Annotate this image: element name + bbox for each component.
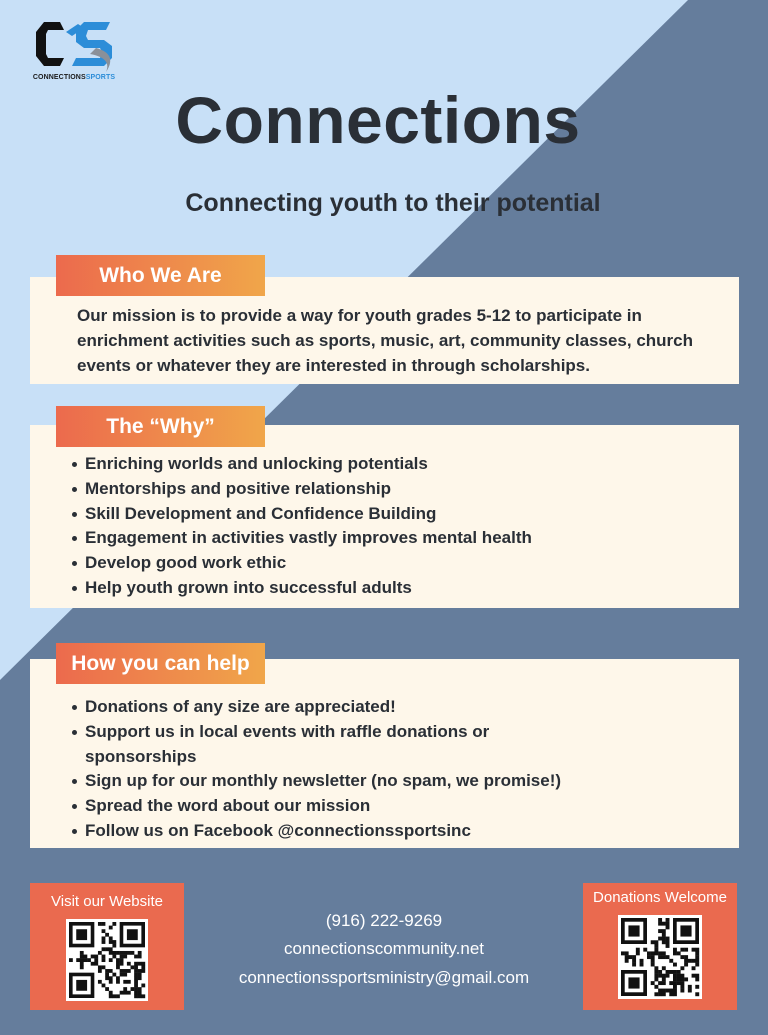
donations-qr-label: Donations Welcome [593, 889, 727, 906]
list-item: Skill Development and Confidence Building [85, 502, 705, 527]
list-item: Enriching worlds and unlocking potentials [85, 452, 705, 477]
donations-qr-code[interactable] [618, 915, 702, 999]
donations-qr-box[interactable] [583, 883, 737, 1010]
list-item: Support us in local events with raffle donations or sponsorships [85, 720, 525, 770]
website-qr-box[interactable] [30, 883, 184, 1010]
logo-wordmark [26, 74, 122, 81]
why-card [30, 425, 739, 608]
who-we-are-heading: Who We Are [56, 255, 265, 296]
list-item: Develop good work ethic [85, 551, 705, 576]
phone-number[interactable]: (916) 222-9269 [325, 911, 443, 930]
website-link[interactable]: connectionscommunity.net [283, 939, 484, 958]
why-heading: The “Why” [56, 406, 265, 447]
list-item: Follow us on Facebook @connectionssportsinc [85, 819, 525, 844]
page-title: Connections [175, 83, 581, 157]
email-link[interactable]: connectionssportsministry@gmail.com [238, 968, 530, 987]
list-item: Mentorships and positive relationship [85, 477, 705, 502]
help-card [30, 659, 739, 848]
mission-statement: Our mission is to provide a way for youth grades 5-12 to participate in enrichment activities such as sports, music, art, community classes, church events or whatever they are interested in through scholarships. [77, 306, 694, 375]
list-item: Engagement in activities vastly improves mental health [85, 526, 705, 551]
help-list [85, 695, 562, 844]
list-item: Help youth grown into successful adults [85, 576, 705, 601]
logo-wordmark-part1: CONNECTIONS [32, 74, 86, 81]
list-item: Sign up for our monthly newsletter (no spam, we promise!) [85, 769, 525, 794]
website-qr-label: Visit our Website [51, 893, 163, 910]
logo-wordmark-part2: SPORTS [85, 74, 116, 81]
connections-sports-logo [26, 18, 122, 86]
list-item: Spread the word about our mission [85, 794, 525, 819]
page-subtitle: Connecting youth to their potential [185, 189, 601, 217]
why-list [85, 452, 705, 601]
help-heading: How you can help [56, 643, 265, 684]
cs-logo-icon [26, 18, 122, 74]
website-qr-code[interactable] [66, 919, 148, 1001]
list-item: Donations of any size are appreciated! [85, 695, 525, 720]
